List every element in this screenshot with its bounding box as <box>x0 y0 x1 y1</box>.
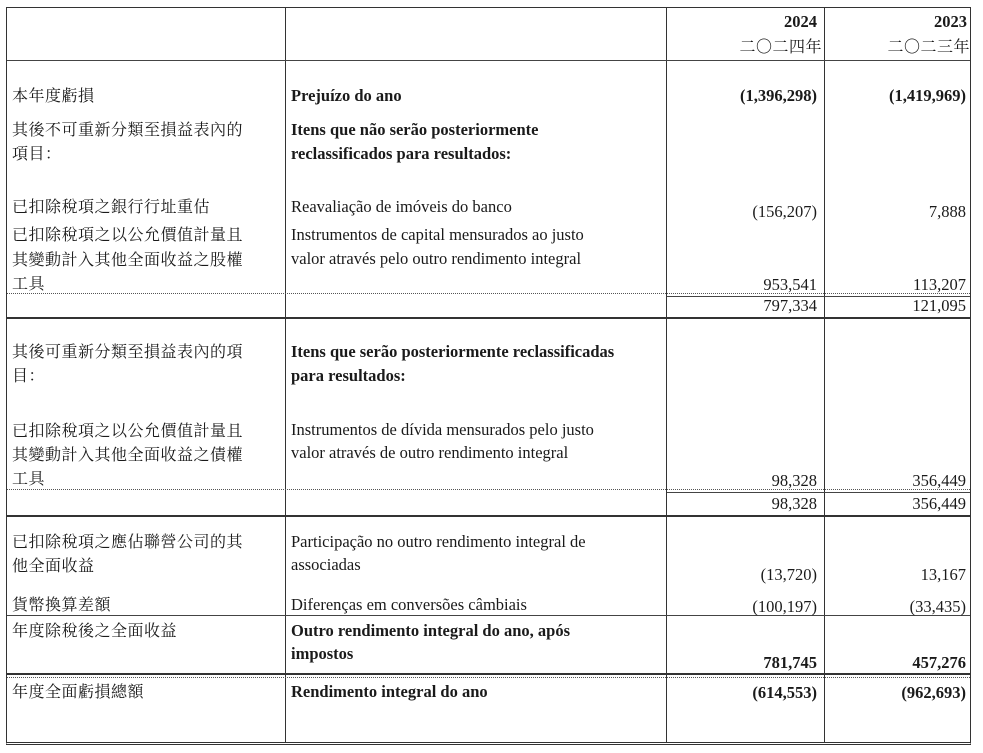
heading-pt-line2: reclassificados para resultados: <box>291 144 512 163</box>
row-pt-line2: valor através pelo outro rendimento integral <box>291 249 582 268</box>
value-2024: (156,207) <box>752 202 817 221</box>
column-divider <box>666 8 667 742</box>
financial-statement-table <box>6 7 971 745</box>
section-separator <box>7 515 970 517</box>
value-2023: (962,693) <box>901 683 966 702</box>
heading-zh-line2: 目： <box>12 366 46 385</box>
row-zh-line1: 已扣除稅項之應佔聯營公司的其 <box>12 532 244 551</box>
row-pt-line1: Participação no outro rendimento integral de <box>291 532 586 551</box>
row-zh-label: 年度除稅後之全面收益 <box>12 621 178 640</box>
section-separator <box>7 317 970 319</box>
value-2024: 797,334 <box>763 296 817 315</box>
column-divider <box>285 8 286 742</box>
value-2024: (13,720) <box>760 565 817 584</box>
value-2023: 356,449 <box>912 494 966 513</box>
row-zh-label: 已扣除稅項之銀行行址重估 <box>12 197 211 216</box>
value-2024: (1,396,298) <box>740 86 817 105</box>
row-pt-line1: Instrumentos de dívida mensurados pelo justo <box>291 420 594 439</box>
row-pt-label: Prejuízo do ano <box>291 86 402 105</box>
heading-pt-line2: para resultados: <box>291 366 406 385</box>
row-pt-line2: impostos <box>291 644 354 663</box>
row-pt-label: Reavaliação de imóveis do banco <box>291 197 512 216</box>
heading-zh-line1: 其後不可重新分類至損益表內的 <box>12 120 244 139</box>
section-separator <box>7 673 970 675</box>
value-2023: (1,419,969) <box>889 86 966 105</box>
row-zh-line3: 工具 <box>12 274 46 293</box>
row-pt-line2: associadas <box>291 555 361 574</box>
row-pt-label: Rendimento integral do ano <box>291 682 488 701</box>
heading-zh-line2: 項目： <box>12 144 62 163</box>
value-2023: 121,095 <box>912 296 966 315</box>
row-separator <box>7 677 970 678</box>
header-year-2023-zh: 二〇二三年 <box>887 37 970 56</box>
row-zh-label: 貨幣換算差額 <box>12 595 112 614</box>
heading-pt-line1: Itens que não serão posteriormente <box>291 120 539 139</box>
row-pt-line2: valor através de outro rendimento integral <box>291 443 569 462</box>
header-year-2024-zh: 二〇二四年 <box>739 37 822 56</box>
header-separator <box>7 60 970 61</box>
header-year-2024: 2024 <box>784 12 817 31</box>
row-pt-line1: Outro rendimento integral do ano, após <box>291 621 570 640</box>
value-2023: 13,167 <box>920 565 966 584</box>
value-2024: 781,745 <box>763 653 817 672</box>
value-2023: (33,435) <box>909 597 966 616</box>
row-pt-line1: Instrumentos de capital mensurados ao justo <box>291 225 584 244</box>
row-zh-line3: 工具 <box>12 469 46 488</box>
row-zh-line2: 其變動計入其他全面收益之股權 <box>12 250 244 269</box>
row-zh-line1: 已扣除稅項之以公允價值計量且 <box>12 225 244 244</box>
column-divider <box>824 8 825 742</box>
value-2023: 7,888 <box>928 202 966 221</box>
heading-zh-line1: 其後可重新分類至損益表內的項 <box>12 342 244 361</box>
heading-pt-line1: Itens que serão posteriormente reclassificadas <box>291 342 615 361</box>
row-zh-label: 本年度虧損 <box>12 86 95 105</box>
value-2024: (614,553) <box>752 683 817 702</box>
row-zh-line2: 他全面收益 <box>12 556 95 575</box>
value-2024: 98,328 <box>771 471 817 490</box>
row-zh-label: 年度全面虧損總額 <box>12 682 145 701</box>
row-separator <box>7 293 970 294</box>
value-2024: (100,197) <box>752 597 817 616</box>
header-year-2023: 2023 <box>934 12 967 31</box>
row-separator <box>7 489 970 490</box>
row-zh-line2: 其變動計入其他全面收益之債權 <box>12 445 244 464</box>
value-2024: 953,541 <box>763 275 817 294</box>
row-pt-label: Diferenças em conversões câmbiais <box>291 595 527 614</box>
row-zh-line1: 已扣除稅項之以公允價值計量且 <box>12 421 244 440</box>
value-2024: 98,328 <box>771 494 817 513</box>
value-2023: 113,207 <box>912 275 966 294</box>
value-2023: 356,449 <box>912 471 966 490</box>
value-2023: 457,276 <box>912 653 966 672</box>
